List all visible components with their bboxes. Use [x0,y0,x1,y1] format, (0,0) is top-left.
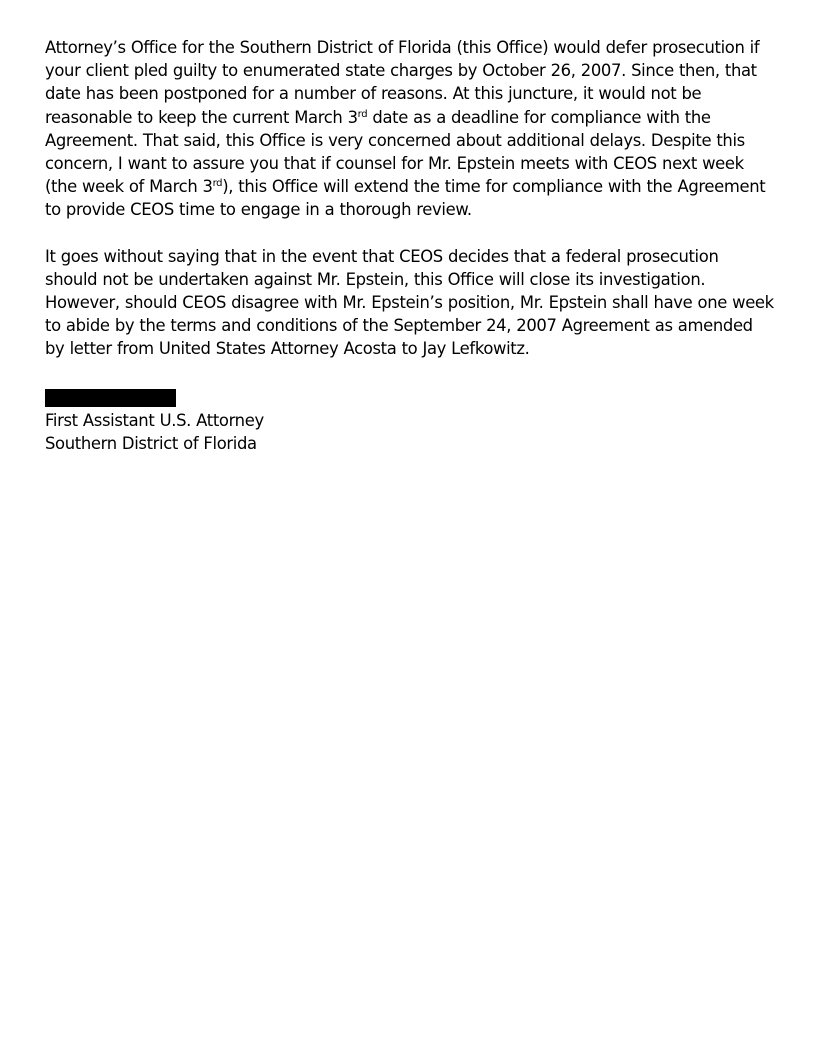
letter-paragraph-2: It goes without saying that in the event that CEOS decides that a federal prosecution should not be undertaken against Mr. Epstein, this Office will close its investigation. However, should CEOS disagree with Mr. Epstein’s position, Mr. Epstein shall have one week to abide by the terms and conditions of the September 24, 2007 Agreement as amended by letter from United States Attorney Acosta to Jay Lefkowitz. [45,246,774,359]
redacted-signature-name [45,389,176,407]
signer-district: Southern District of Florida [45,433,257,453]
letter-paragraph-1 [45,36,775,222]
ordinal-suffix-1: rd [357,108,368,120]
signer-title: First Assistant U.S. Attorney [45,410,264,430]
ordinal-suffix-2: rd [212,178,223,190]
signature-block [45,389,775,455]
paragraph-1-text-2: date as a deadline for compliance with the Agreement. That said, this Office is very concerned about additional delays. Despite this concern, I want to assure you that if counsel for Mr. Epstein meets with CEOS next week (the week of March 3 [45,107,745,197]
letter-page [45,36,775,455]
paragraph-1-text-3: ), this Office will extend the time for compliance with the Agreement to provide CEOS time to engage in a thorough review. [45,177,766,220]
paragraph-1-text-1: Attorney’s Office for the Southern District of Florida (this Office) would defer prosecution if your client pled guilty to enumerated state charges by October 26, 2007. Since then, that date has been postponed for a number of reasons. At this juncture, it would not be reasonable to keep the current March 3 [45,38,760,127]
